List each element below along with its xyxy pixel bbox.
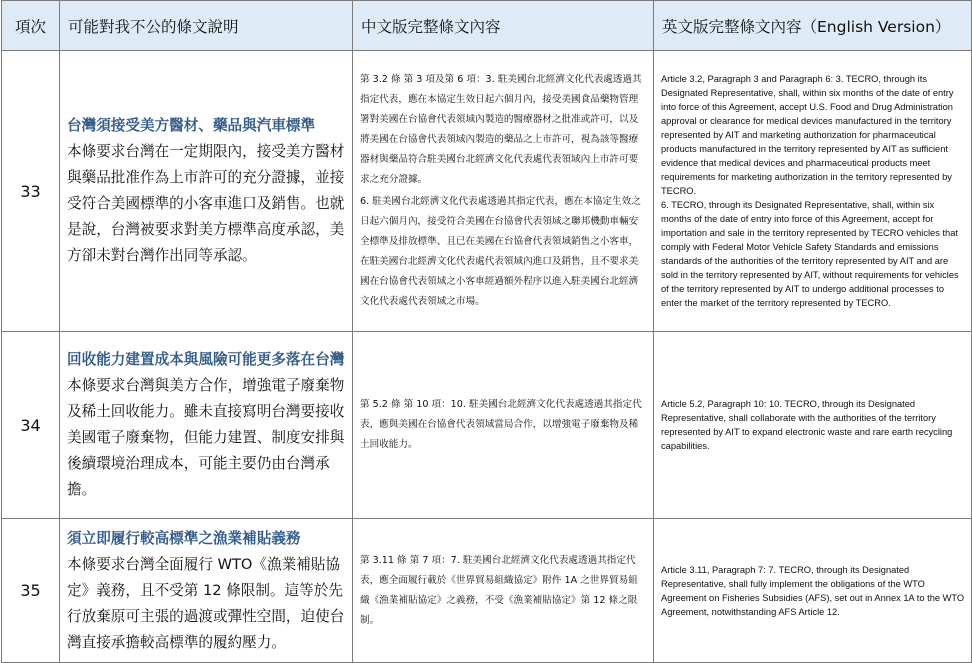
explanation-body: 本條要求台灣全面履行 WTO《漁業補貼協定》義務，且不受第 12 條限制。這等於先行放棄原可主張的過渡或彈性空間，迫使台灣直接承擔較高標準的履約壓力。 (67, 555, 345, 651)
chinese-paragraph: 第 3.2 條 第 3 項及第 6 項：3. 駐美國台北經濟文化代表處透過其指定代表，應在本協定生效日起六個月內，接受美國食品藥物管理署對美國在台協會代表領域內製造的醫療器材之批准或許可，以及將美國在台協會代表領域內製造的藥品之上市許可，視為該等醫療器材與藥品符合駐美國台北經濟文化代表處代表領域內上市許可要求之充分證據。 (360, 74, 642, 185)
chinese-paragraph: 第 5.2 條 第 10 項：10. 駐美國台北經濟文化代表處透過其指定代表，應與美國在台協會代表領域當局合作，以增強電子廢棄物及稀土回收能力。 (360, 399, 642, 450)
provisions-table (1, 0, 972, 663)
explanation-cell (60, 332, 353, 519)
header-desc: 可能對我不公的條文說明 (60, 1, 353, 51)
english-paragraph: Article 5.2, Paragraph 10: 10. TECRO, through its Designated Representative, shall collaborate with the authorities of the territory represented by AIT to expand electronic waste and rare earth recycling capabilities. (661, 399, 953, 451)
english-text-cell (654, 332, 972, 519)
explanation-title: 回收能力建置成本與風險可能更多落在台灣 (67, 351, 345, 368)
explanation-title: 須立即履行較高標準之漁業補貼義務 (67, 529, 301, 547)
explanation-title: 台灣須接受美方醫材、藥品與汽車標準 (67, 117, 316, 134)
header-row (2, 1, 972, 51)
row-number: 34 (2, 332, 60, 519)
english-paragraph: Article 3.2, Paragraph 3 and Paragraph 6: 3. TECRO, through its Designated Representative, shall, within six months of the date of entry into force of this Agreement, accept U.S. Food and Drug Administration approval or clearance for medical devices manufactured in the territory represented by AIT and marketing authorization for pharmaceutical products manufactured in the territory represented by AIT as sufficient evidence that medical devices and pharmaceutical products meet requirements for marketing authorization in the territory represented by TECRO. (661, 74, 954, 196)
table-row (2, 332, 972, 519)
header-zh: 中文版完整條文內容 (353, 1, 654, 51)
explanation-body: 本條要求台灣與美方合作，增強電子廢棄物及稀土回收能力。雖未直接寫明台灣要接收美國電子廢棄物，但能力建置、制度安排與後續環境治理成本，可能主要仍由台灣承擔。 (67, 377, 345, 498)
chinese-text-cell (353, 51, 654, 332)
english-text-cell (654, 519, 972, 663)
english-paragraph: Article 3.11, Paragraph 7: 7. TECRO, through its Designated Representative, shall fully implement the obligations of the WTO Agreement on Fisheries Subsidies (AFS), set out in Annex 1A to the WTO Agreement, notwithstanding AFS Article 12. (661, 564, 965, 617)
chinese-text-cell (353, 519, 654, 663)
explanation-cell (60, 51, 353, 332)
chinese-text-cell (353, 332, 654, 519)
chinese-paragraph: 第 3.11 條 第 7 項：7. 駐美國台北經濟文化代表處透過其指定代表，應全面履行載於《世界貿易組織協定》附件 1A 之世界貿易組織《漁業補貼協定》之義務，不受《漁業補貼協定》第 12 條之限制。 (360, 554, 638, 626)
header-num: 項次 (2, 1, 60, 51)
english-paragraph: 6. TECRO, through its Designated Representative, shall, within six months of the date of entry into force of this Agreement, accept for importation and sale in the territory represented by TECRO vehicles that comply with Federal Motor Vehicle Safety Standards and emissions standards of the authorities of the territory represented by AIT and are sold in the territory represented by AIT, without requirements for vehicles of the territory represented by AIT to undergo additional processes to enter the market of the territory represented by TECRO. (661, 200, 959, 308)
row-number: 35 (2, 519, 60, 663)
table-row (2, 519, 972, 663)
explanation-body: 本條要求台灣在一定期限內，接受美方醫材與藥品批准作為上市許可的充分證據，並接受符合美國標準的小客車進口及銷售。也就是說，台灣被要求對美方標準高度承認，美方卻未對台灣作出同等承認。 (67, 143, 345, 264)
table-row (2, 51, 972, 332)
row-number: 33 (2, 51, 60, 332)
explanation-cell (60, 519, 353, 663)
header-en: 英文版完整條文內容（English Version） (654, 1, 972, 51)
english-text-cell (654, 51, 972, 332)
chinese-paragraph: 6. 駐美國台北經濟文化代表處透過其指定代表，應在本協定生效之日起六個月內，接受符合美國在台協會代表領域之聯邦機動車輛安全標準及排放標準、且已在美國在台協會代表領域銷售之小客車，在駐美國台北經濟文化代表處代表領域內進口及銷售，且不要求美國在台協會代表領域之小客車經過額外程序以進入駐美國台北經濟文化代表處代表領域之市場。 (360, 196, 641, 307)
